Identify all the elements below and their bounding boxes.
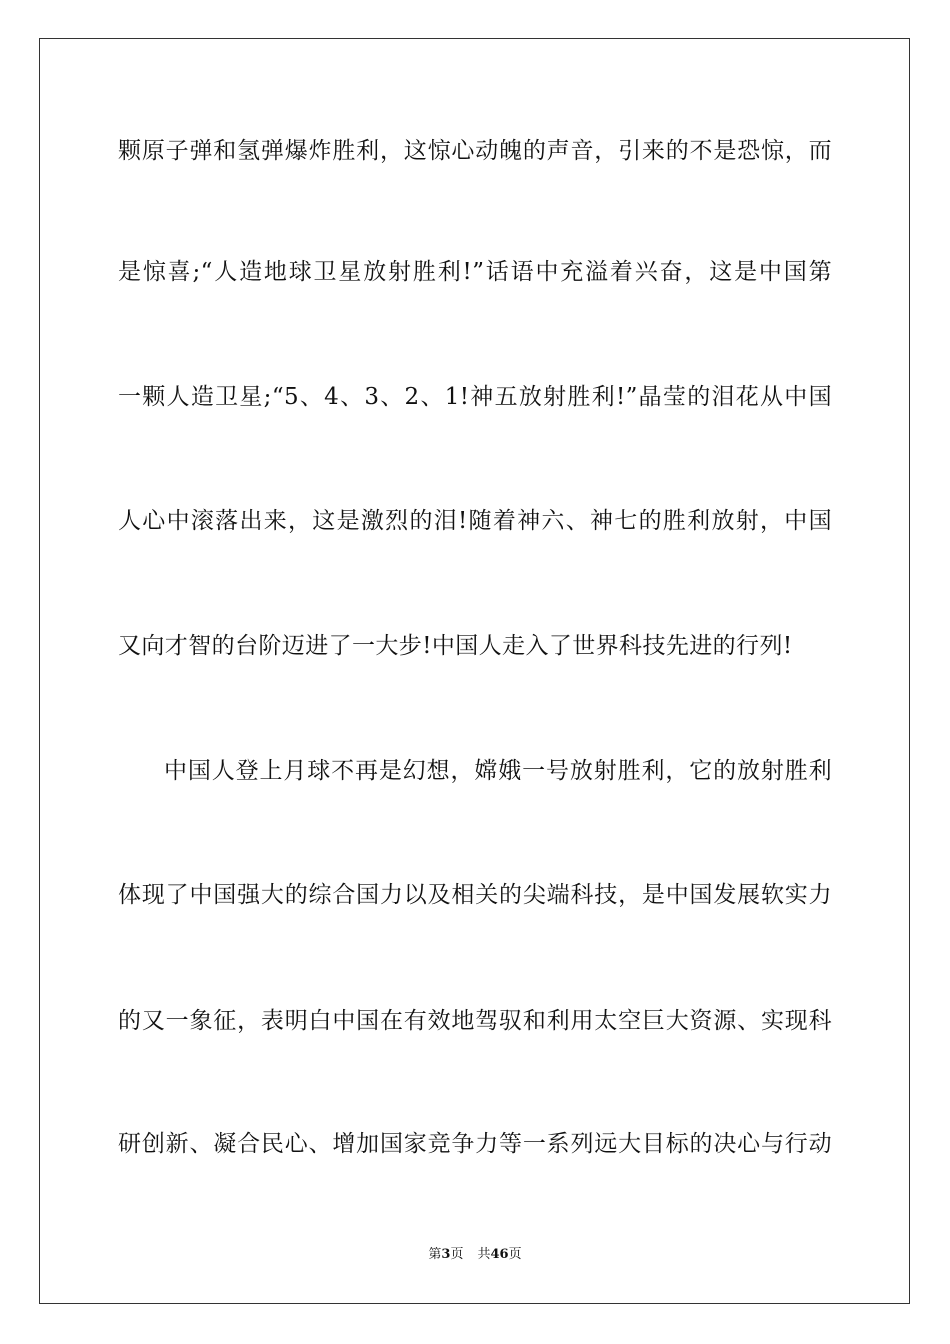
- text-line: 一颗人造卫星;“5、4、3、2、1!神五放射胜利!”晶莹的泪花从中国: [118, 384, 832, 410]
- text-line: 体现了中国强大的综合国力以及相关的尖端科技，是中国发展软实力: [118, 882, 832, 908]
- page-border: [39, 38, 910, 1304]
- total-prefix: 共: [477, 1247, 491, 1262]
- text-line: 人心中滚落出来，这是激烈的泪!随着神六、神七的胜利放射，中国: [118, 508, 832, 534]
- text-line: 的又一象征，表明白中国在有效地驾驭和利用太空巨大资源、实现科: [118, 1008, 832, 1034]
- page-number: 3: [441, 1247, 451, 1262]
- paragraph-first-line: 中国人登上月球不再是幻想，嫦娥一号放射胜利，它的放射胜利: [164, 758, 832, 784]
- text-line: 研创新、凝合民心、增加国家竞争力等一系列远大目标的决心与行动: [118, 1131, 832, 1157]
- text-line: 是惊喜;“人造地球卫星放射胜利!”话语中充溢着兴奋，这是中国第: [118, 259, 832, 285]
- page-suffix: 页: [450, 1247, 464, 1262]
- total-suffix: 页: [508, 1247, 522, 1262]
- page-footer: [0, 1246, 950, 1264]
- text-line: 又向才智的台阶迈进了一大步!中国人走入了世界科技先进的行列!: [118, 633, 793, 659]
- text-line: 颗原子弹和氢弹爆炸胜利，这惊心动魄的声音，引来的不是恐惊，而: [118, 138, 832, 164]
- total-pages: 46: [490, 1247, 509, 1262]
- page-prefix: 第: [428, 1247, 442, 1262]
